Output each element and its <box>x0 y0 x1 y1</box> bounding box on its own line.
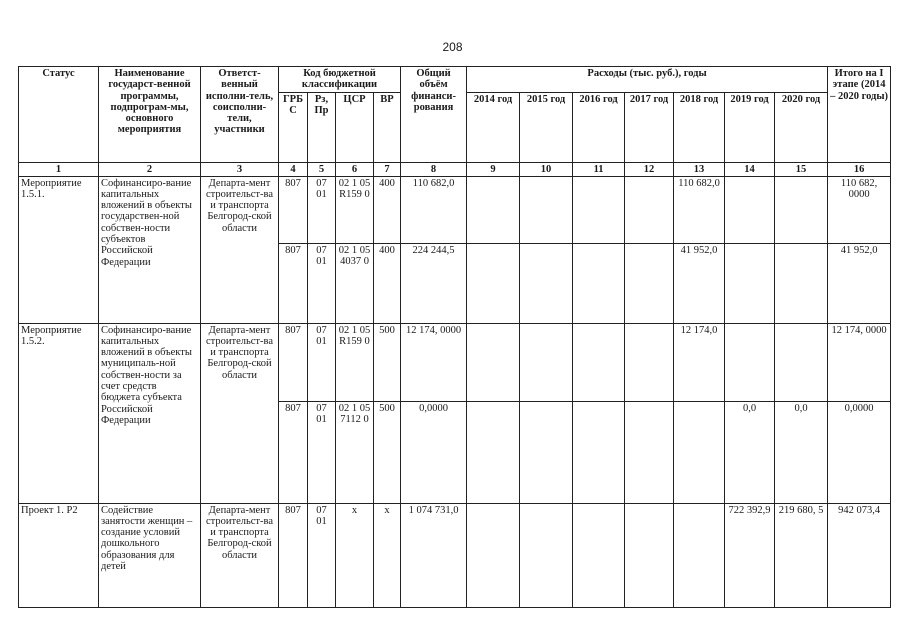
header-budget-code: Код бюджетной классификации <box>279 67 401 93</box>
header-rzpr: Рз, Пр <box>308 92 336 162</box>
cell-rzpr: 07 01 <box>308 176 336 243</box>
cell-2015 <box>520 243 573 323</box>
row-responsible: Департа-мент строительст-ва и транспорта Белгород-ской области <box>201 503 279 607</box>
cell-grbs: 807 <box>279 503 308 607</box>
cell-2017 <box>625 176 674 243</box>
cell-stage-total: 942 073,4 <box>828 503 891 607</box>
table-row <box>19 503 891 607</box>
cell-2014 <box>467 323 520 401</box>
header-year-2017: 2017 год <box>625 92 674 162</box>
header-year-2015: 2015 год <box>520 92 573 162</box>
column-number-row <box>19 162 891 176</box>
header-grbs: ГРБ С <box>279 92 308 162</box>
cell-2018: 12 174,0 <box>674 323 725 401</box>
cell-2017 <box>625 503 674 607</box>
cell-2017 <box>625 401 674 503</box>
header-total-volume: Общий объём финанси-рования <box>401 67 467 163</box>
cell-grbs: 807 <box>279 401 308 503</box>
column-number: 3 <box>201 162 279 176</box>
cell-2020 <box>775 323 828 401</box>
row-responsible: Департа-мент строительст-ва и транспорта Белгород-ской области <box>201 323 279 503</box>
cell-total: 1 074 731,0 <box>401 503 467 607</box>
cell-total: 224 244,5 <box>401 243 467 323</box>
header-status: Статус <box>19 67 99 163</box>
cell-2020: 219 680, 5 <box>775 503 828 607</box>
cell-2017 <box>625 323 674 401</box>
cell-2020 <box>775 176 828 243</box>
cell-2019: 722 392,9 <box>725 503 775 607</box>
column-number: 12 <box>625 162 674 176</box>
cell-2017 <box>625 243 674 323</box>
cell-vr: 400 <box>374 176 401 243</box>
cell-rzpr: 07 01 <box>308 401 336 503</box>
cell-rzpr: 07 01 <box>308 323 336 401</box>
cell-2014 <box>467 243 520 323</box>
cell-total: 0,0000 <box>401 401 467 503</box>
column-number: 6 <box>336 162 374 176</box>
cell-grbs: 807 <box>279 323 308 401</box>
table-row <box>19 323 891 401</box>
cell-csr: 02 1 05 7112 0 <box>336 401 374 503</box>
cell-vr: 500 <box>374 401 401 503</box>
cell-2016 <box>573 243 625 323</box>
cell-2020: 0,0 <box>775 401 828 503</box>
cell-stage-total: 0,0000 <box>828 401 891 503</box>
header-name: Наименование государст-венной программы, подпрограм-мы, основного мероприятия <box>99 67 201 163</box>
cell-2015 <box>520 176 573 243</box>
cell-2016 <box>573 401 625 503</box>
cell-rzpr: 07 01 <box>308 503 336 607</box>
header-responsible: Ответст-венный исполни-тель, соисполни-тели, участники <box>201 67 279 163</box>
column-number: 1 <box>19 162 99 176</box>
row-name: Софинансиро-вание капитальных вложений в объекты муниципаль-ной собствен-ности за счет средств бюджета субъекта Российской Федерации <box>99 323 201 503</box>
header-year-2019: 2019 год <box>725 92 775 162</box>
cell-2019: 0,0 <box>725 401 775 503</box>
header-year-2018: 2018 год <box>674 92 725 162</box>
cell-rzpr: 07 01 <box>308 243 336 323</box>
column-number: 13 <box>674 162 725 176</box>
column-number: 8 <box>401 162 467 176</box>
cell-2016 <box>573 176 625 243</box>
cell-2015 <box>520 401 573 503</box>
cell-2014 <box>467 401 520 503</box>
column-number: 15 <box>775 162 828 176</box>
cell-2016 <box>573 503 625 607</box>
column-number: 5 <box>308 162 336 176</box>
cell-2019 <box>725 176 775 243</box>
header-year-2016: 2016 год <box>573 92 625 162</box>
header-csr: ЦСР <box>336 92 374 162</box>
column-number: 11 <box>573 162 625 176</box>
page-number: 208 <box>442 40 463 54</box>
cell-vr: 500 <box>374 323 401 401</box>
cell-vr: x <box>374 503 401 607</box>
cell-2016 <box>573 323 625 401</box>
row-status: Проект 1. Р2 <box>19 503 99 607</box>
row-status: Мероприятие 1.5.2. <box>19 323 99 503</box>
cell-2018 <box>674 503 725 607</box>
row-name: Содействие занятости женщин – создание условий дошкольного образования для детей <box>99 503 201 607</box>
cell-total: 110 682,0 <box>401 176 467 243</box>
cell-grbs: 807 <box>279 243 308 323</box>
cell-stage-total: 110 682, 0000 <box>828 176 891 243</box>
cell-2018: 41 952,0 <box>674 243 725 323</box>
cell-2014 <box>467 503 520 607</box>
cell-stage-total: 12 174, 0000 <box>828 323 891 401</box>
row-responsible: Департа-мент строительст-ва и транспорта Белгород-ской области <box>201 176 279 323</box>
cell-csr: 02 1 05 R159 0 <box>336 176 374 243</box>
cell-csr: x <box>336 503 374 607</box>
header-year-2014: 2014 год <box>467 92 520 162</box>
column-number: 2 <box>99 162 201 176</box>
cell-2019 <box>725 323 775 401</box>
column-number: 9 <box>467 162 520 176</box>
cell-2019 <box>725 243 775 323</box>
cell-grbs: 807 <box>279 176 308 243</box>
table-row <box>19 176 891 243</box>
cell-stage-total: 41 952,0 <box>828 243 891 323</box>
cell-csr: 02 1 05 R159 0 <box>336 323 374 401</box>
cell-2015 <box>520 323 573 401</box>
cell-2018 <box>674 401 725 503</box>
column-number: 4 <box>279 162 308 176</box>
header-stage-total: Итого на I этапе (2014 – 2020 годы) <box>828 67 891 163</box>
header-year-2020: 2020 год <box>775 92 828 162</box>
cell-2014 <box>467 176 520 243</box>
cell-vr: 400 <box>374 243 401 323</box>
cell-csr: 02 1 05 4037 0 <box>336 243 374 323</box>
budget-table <box>18 66 891 608</box>
cell-total: 12 174, 0000 <box>401 323 467 401</box>
column-number: 16 <box>828 162 891 176</box>
column-number: 7 <box>374 162 401 176</box>
row-name: Софинансиро-вание капитальных вложений в объекты государствен-ной собствен-ности субъектов Российской Федерации <box>99 176 201 323</box>
cell-2015 <box>520 503 573 607</box>
column-number: 14 <box>725 162 775 176</box>
header-expenses: Расходы (тыс. руб.), годы <box>467 67 828 93</box>
header-vr: ВР <box>374 92 401 162</box>
cell-2020 <box>775 243 828 323</box>
column-number: 10 <box>520 162 573 176</box>
cell-2018: 110 682,0 <box>674 176 725 243</box>
row-status: Мероприятие 1.5.1. <box>19 176 99 323</box>
